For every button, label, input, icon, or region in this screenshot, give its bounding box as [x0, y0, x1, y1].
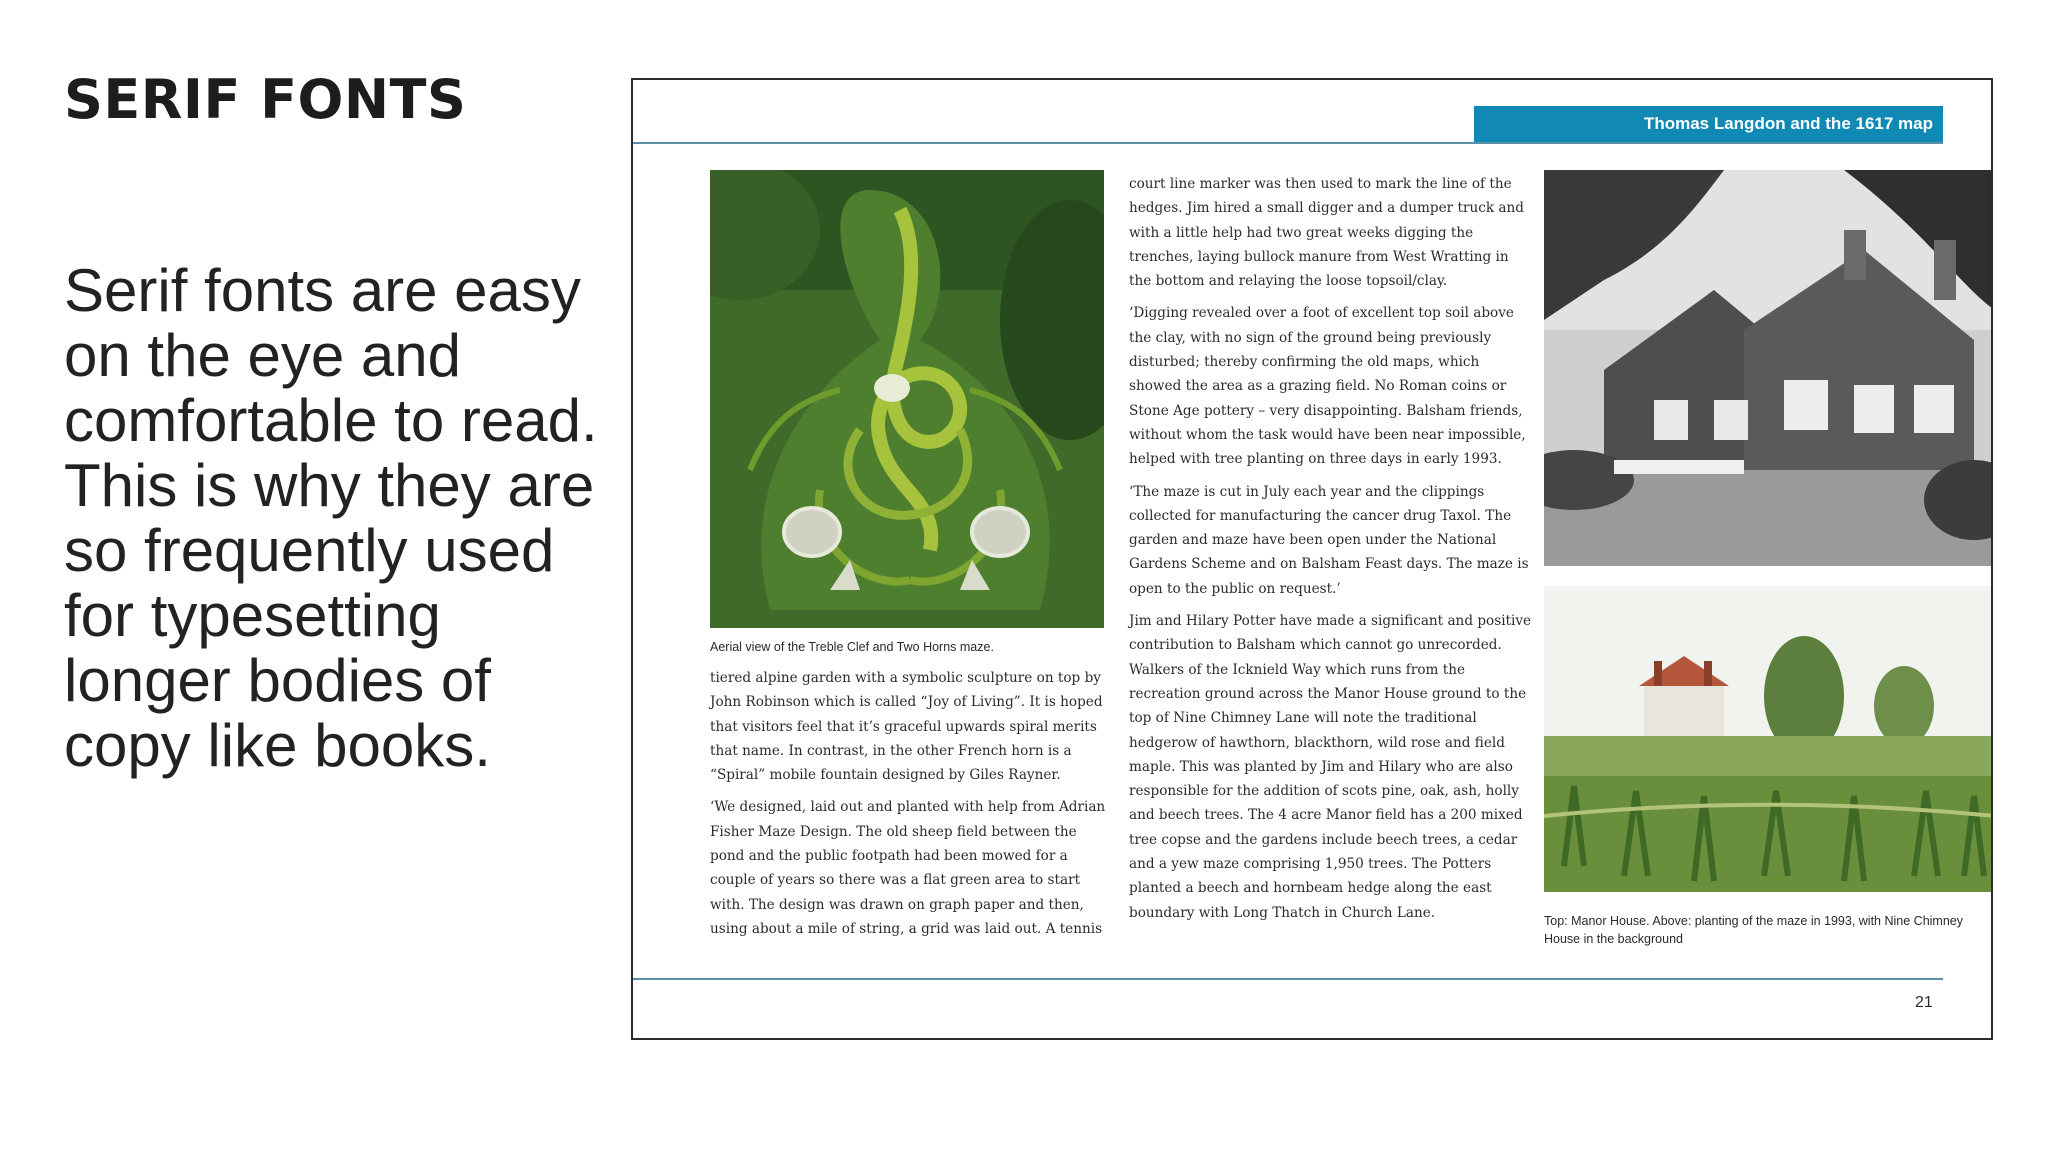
paragraph: court line marker was then used to mark the line of the hedges. Jim hired a small digger and a dumper truck and with a little help had two great weeks digging the trenches, laying bullock manure from West Wratting in the bottom and relaying the loose topsoil/clay. [1129, 176, 1524, 290]
manor-house-photo [1544, 170, 1993, 566]
book-page [631, 78, 1993, 1040]
paragraph: ‘Digging revealed over a foot of excellent top soil above the clay, with no sign of the ground being previously disturbed; thereby confirming the old maps, which showed the area as a grazing field. No Roman coins or Stone Age pottery – very disappointing. Balsham friends, without whom the task would have been near impossible, helped with tree planting on three days in early 1993. [1129, 305, 1526, 468]
paragraph: tiered alpine garden with a symbolic sculpture on top by John Robinson which is called “Joy of Living”. It is hoped that visitors feel that it’s graceful upwards spiral merits that name. In contrast, in the other French horn is a “Spiral” mobile fountain designed by Giles Rayner. [710, 670, 1103, 784]
paragraph: Jim and Hilary Potter have made a significant and positive contribution to Balsham which cannot go unrecorded. Walkers of the Icknield Way which runs from the recreation ground across the Manor House ground to the top of Nine Chimney Lane will note the traditional hedgerow of hawthorn, blackthorn, wild rose and field maple. This was planted by Jim and Hilary who are also responsible for the addition of scots pine, oak, ash, holly and beech trees. The 4 acre Manor field has a 200 mixed tree copse and the gardens include beech trees, a cedar and a yew maze comprising 1,950 trees. The Potters planted a beech and hornbeam hedge along the east boundary with Long Thatch in Church Lane. [1129, 613, 1532, 921]
maze-photo-caption: Aerial view of the Treble Clef and Two Horns maze. [710, 640, 994, 654]
running-head [1474, 106, 1943, 142]
footer-rule [633, 978, 1943, 980]
slide-body-text: Serif fonts are easy on the eye and comfortable to read. This is why they are so frequently used for typesetting longer bodies of copy like books. [64, 257, 598, 779]
house-photo-caption: Top: Manor House. Above: planting of the maze in 1993, with Nine Chimney House in the background [1544, 914, 1963, 946]
text-column-2 [1129, 172, 1534, 933]
maze-planting-photo [1544, 586, 1993, 892]
paragraph: ‘We designed, laid out and planted with help from Adrian Fisher Maze Design. The old sheep field between the pond and the public footpath had been mowed for a couple of years so there was a flat green area to start with. The design was drawn on graph paper and then, using about a mile of string, a grid was laid out. A tennis [710, 799, 1106, 937]
text-column-1 [710, 666, 1106, 949]
maze-aerial-photo [710, 170, 1104, 628]
slide-title: SERIF FONTS [64, 68, 467, 131]
paragraph: ‘The maze is cut in July each year and the clippings collected for manufacturing the cancer drug Taxol. The garden and maze have been open under the National Gardens Scheme and on Balsham Feast days. The maze is open to the public on request.’ [1129, 483, 1529, 597]
page-number: 21 [1915, 994, 1933, 1011]
running-head-text: Thomas Langdon and the 1617 map [1643, 114, 1933, 133]
header-rule [633, 142, 1943, 144]
